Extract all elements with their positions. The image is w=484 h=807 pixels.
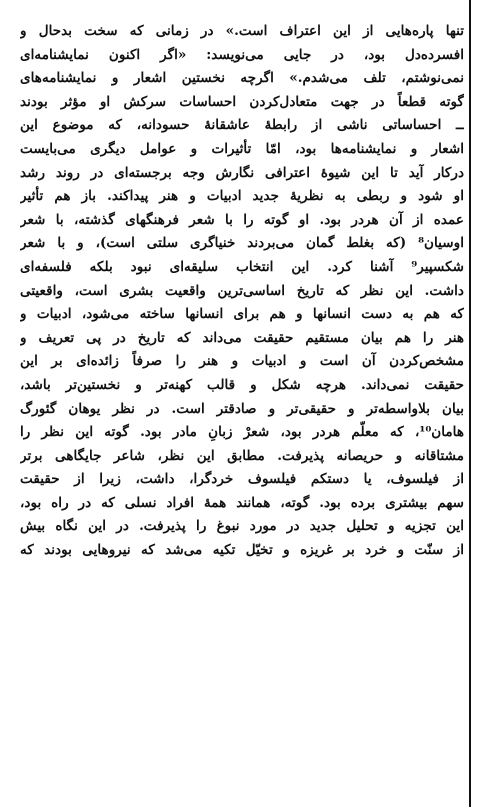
text-line: داشت. این نظر که تاریخ اساسی‌ترین واقعیت بشری است، واقعیتی <box>20 282 464 299</box>
text-line: هامان¹⁰، که معلّم هردر بود، شعرْ زبانِ مادر بود. گوته این نظر را <box>20 424 464 441</box>
text-line: بیان بلاواسطه‌تر و حقیقی‌تر و صادقتر است. در نظر یوهان گئورگ <box>20 400 464 417</box>
text-line: نمی‌نوشتم، تلف می‌شدم.» اگرچه نخستین اشعار و نمایشنامه‌های <box>20 70 464 87</box>
text-line: حقیقت نمی‌داند. هرچه شکل و قالب کهنه‌تر و نخستین‌تر باشد، <box>20 376 464 393</box>
text-line: عمده از آن هردر بود. او گوته را با شعر فرهنگهای گذشته، با شعر <box>20 211 464 228</box>
text-line: ــ احساساتی ناشی از رابطهٔ عاشقانهٔ حسودانه، که موضوع این <box>20 117 464 134</box>
text-line: از فیلسوف، یا دستکم فیلسوف خردگرا، داشت، زیرا از حقیقت <box>20 471 464 488</box>
text-line: هنر را هم بیان مستقیم حقیقت می‌داند که تاریخ در پی تعریف و <box>20 329 464 346</box>
text-line: درکار آید تا این شیوهٔ اعترافی نگارش وجه برجسته‌ای در روند رشد <box>20 164 464 181</box>
text-line: سهم بیشتری برده بود. گوته، همانند همهٔ افراد نسلی که در راه بود، <box>20 494 464 511</box>
text-line: این تجزیه و تحلیل جدید در مورد نبوغ را پذیرفت. در این نگاه بیش <box>20 518 464 535</box>
text-line: شکسپیر⁹ آشنا کرد. این انتخاب سلیقه‌ای نبود بلکه فلسفه‌ای <box>20 258 464 275</box>
text-line: از سنّت و خرد بر غریزه و تخیّل تکیه می‌شد که نیروهایی بودند که <box>20 542 464 559</box>
text-line: اشعار و نمایشنامه‌ها بود، امّا تأثیرات و عوامل دیگری می‌بایست <box>20 140 464 157</box>
text-line: افسرده‌دل بود، در جایی می‌نویسد: «اگر اکنون نمایشنامه‌ای <box>20 46 464 63</box>
text-line: اوسیان⁸ (که بغلط گمان می‌بردند خنیاگری سلتی است)، و با شعر <box>20 235 464 252</box>
text-line: گوته قطعاً در جهت متعادل‌کردن احساسات سرکش او مؤثر بودند <box>20 93 464 110</box>
text-line: او شود و ربطی به نظریهٔ جدید ادبیات و هنر پیداکند. باز هم تأثیر <box>20 188 464 205</box>
text-line: مشتاقانه و حریصانه پذیرفت. مطابق این نظر، شاعر جایگاهی برتر <box>20 447 464 464</box>
text-line: که هم به دست انسانها و هم برای انسانها ساخته می‌شود، ادبیات و <box>20 306 464 323</box>
text-line: تنها پاره‌هایی از این اعتراف است.» در زمانی که سخت بدحال و <box>20 23 464 39</box>
body-text <box>20 20 464 563</box>
page-edge-rule <box>469 0 471 807</box>
text-line: مشخص‌کردن آن است و ادبیات و هنر را صرفاً زائده‌ای بر این <box>20 353 464 370</box>
